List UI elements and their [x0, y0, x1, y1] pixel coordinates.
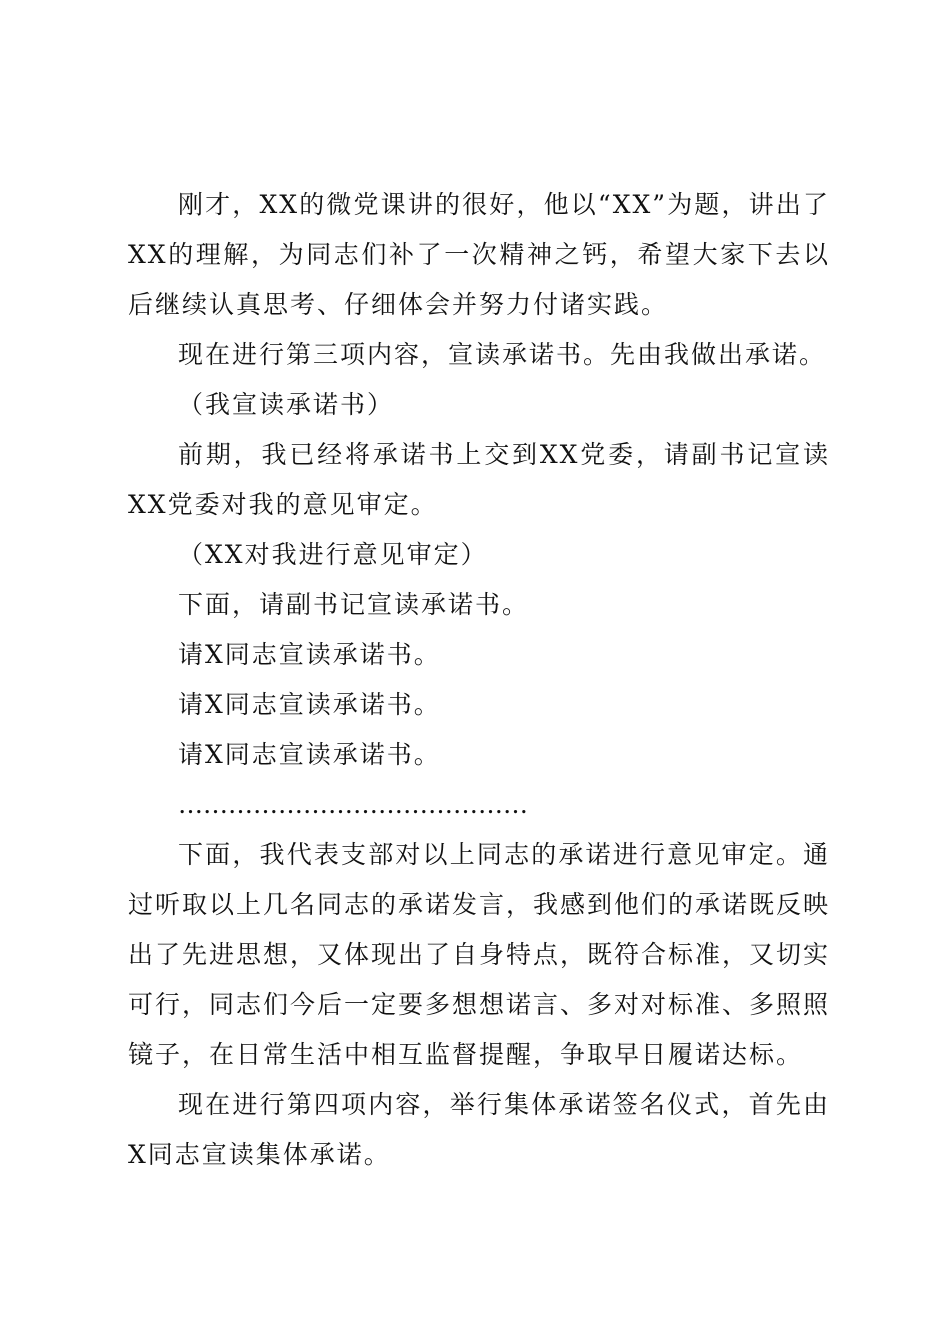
- paragraph-branch-review: 下面，我代表支部对以上同志的承诺进行意见审定。通过听取以上几名同志的承诺发言，我感到他们的承诺既反映出了先进思想，又体现出了自身特点，既符合标准，又切实可行，同志们今后一定要多想想诺言、多对对标准、多照照镜子，在日常生活中相互监督提醒，争取早日履诺达标。: [128, 840, 831, 1069]
- paragraph-item-three: 现在进行第三项内容，宣读承诺书。先由我做出承诺。: [178, 340, 827, 369]
- document-body: [128, 180, 830, 1180]
- paragraph-deputy-reading: 下面，请副书记宣读承诺书。: [178, 590, 530, 619]
- paragraph-submission: 前期，我已经将承诺书上交到XX党委，请副书记宣读XX党委对我的意见审定。: [128, 440, 830, 519]
- paragraph-item-four: 现在进行第四项内容，举行集体承诺签名仪式，首先由X同志宣读集体承诺。: [128, 1090, 830, 1169]
- paragraph-comrade-reading-2: 请X同志宣读承诺书。: [178, 690, 441, 719]
- paragraph-stage-note-reading: （我宣读承诺书）: [178, 390, 395, 419]
- paragraph-micro-lecture: 刚才，XX的微党课讲的很好，他以“XX”为题，讲出了XX的理解，为同志们补了一次精神之钙，希望大家下去以后继续认真思考、仔细体会并努力付诸实践。: [128, 190, 830, 319]
- paragraph-comrade-reading-3: 请X同志宣读承诺书。: [178, 740, 441, 769]
- paragraph-stage-note-review: （XX对我进行意见审定）: [178, 540, 488, 569]
- ellipsis-line: ……………………………………: [178, 790, 528, 819]
- paragraph-comrade-reading-1: 请X同志宣读承诺书。: [178, 640, 441, 669]
